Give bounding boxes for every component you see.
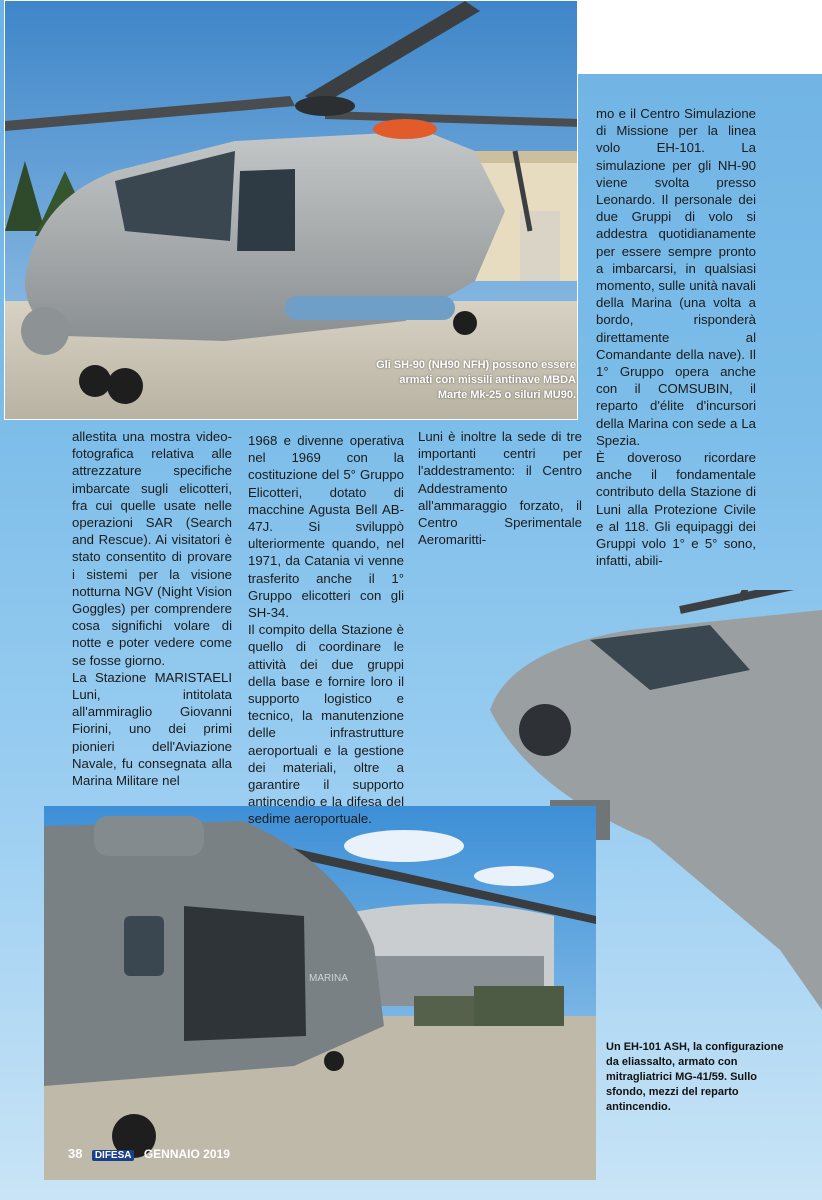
paragraph: È doveroso ricordare anche il fondamentale contributo della Stazione di Luni alla Protezione Civile e al 118. Gli equipaggi dei Gruppi volo 1° e 5° sono, infatti, abili- bbox=[596, 450, 756, 569]
eh101-photo-illustration bbox=[44, 806, 596, 1180]
issue-date: GENNAIO 2019 bbox=[143, 1147, 230, 1161]
text-column-1 bbox=[72, 428, 232, 789]
text-column-2 bbox=[248, 432, 404, 828]
paragraph: Il compito della Stazione è quello di coordinare le attività dei due gruppi della base e fornire loro il supporto logistico e tecnico, la manutenzione delle infrastrutture aeroportuali e la gestione dei materiali, oltre a garantire il supporto antincendio e la difesa del sedime aeroportuale. bbox=[248, 622, 404, 827]
paragraph: allestita una mostra video-fotografica relativa alle attrezzature specifiche imbarcate sugli elicotteri, fra cui quelle usate nelle operazioni SAR (Search and Rescue). Ai visitatori è stato consentito di provare i sistemi per la visione notturna NGV (Night Vision Goggles) per comprendere cosa significhi volare di notte e poter vedere come se fosse giorno. bbox=[72, 429, 232, 668]
photo-eh101-helicopter bbox=[44, 806, 596, 1180]
page-number: 38 bbox=[68, 1146, 83, 1161]
caption-eh101: Un EH-101 ASH, la configurazione da eliassalto, armato con mitragliatrici MG-41/59. Sullo sfondo, mezzi del reparto antincendio. bbox=[606, 1041, 784, 1113]
text-column-4 bbox=[596, 105, 756, 569]
text-column-3 bbox=[418, 428, 582, 548]
paragraph: mo e il Centro Simulazione di Missione per la linea volo EH-101. La simulazione per gli NH-90 viene svolta presso Leonardo. Il personale dei due Gruppi di volo si addestra quotidianamente per essere sempre pronto a imbarcarsi, in qualsiasi momento, sulle unità navali della Marina (una volta a bordo, risponderà direttamente al Comandante della nave). Il 1° Gruppo opera anche con il COMSUBIN, il reparto d'élite d'incursori della Marina con sede a La Spezia. bbox=[596, 106, 756, 448]
paragraph: Luni è inoltre la sede di tre importanti centri per l'addestramento: il Centro Addestramento all'ammaraggio forzato, il Centro Sperimentale Aeromaritti- bbox=[418, 429, 582, 548]
page-footer bbox=[68, 1146, 230, 1164]
paragraph: La Stazione MARISTAELI Luni, intitolata all'ammiraglio Giovanni Fiorini, uno dei primi pionieri dell'Aviazione Navale, fu consegnata alla Marina Militare nel bbox=[72, 669, 232, 789]
top-right-margin bbox=[578, 0, 822, 74]
marina-marking: MARINA bbox=[309, 973, 348, 984]
magazine-logo: DIFESA bbox=[92, 1150, 135, 1161]
caption-nh90: Gli SH-90 (NH90 NFH) possono essere armati con missili antinave MBDA Marte Mk-25 o siluri MU90. bbox=[376, 359, 576, 401]
photo-nh90-helicopter bbox=[4, 0, 578, 420]
paragraph: 1968 e divenne operativa nel 1969 con la costituzione del 5° Gruppo Elicotteri, dotato di macchine Agusta Bell AB-47J. Si sviluppò ulteriormente quando, nel 1971, da Catania vi venne trasferito anche il 1° Gruppo elicotteri con gli SH-34. bbox=[248, 433, 404, 621]
